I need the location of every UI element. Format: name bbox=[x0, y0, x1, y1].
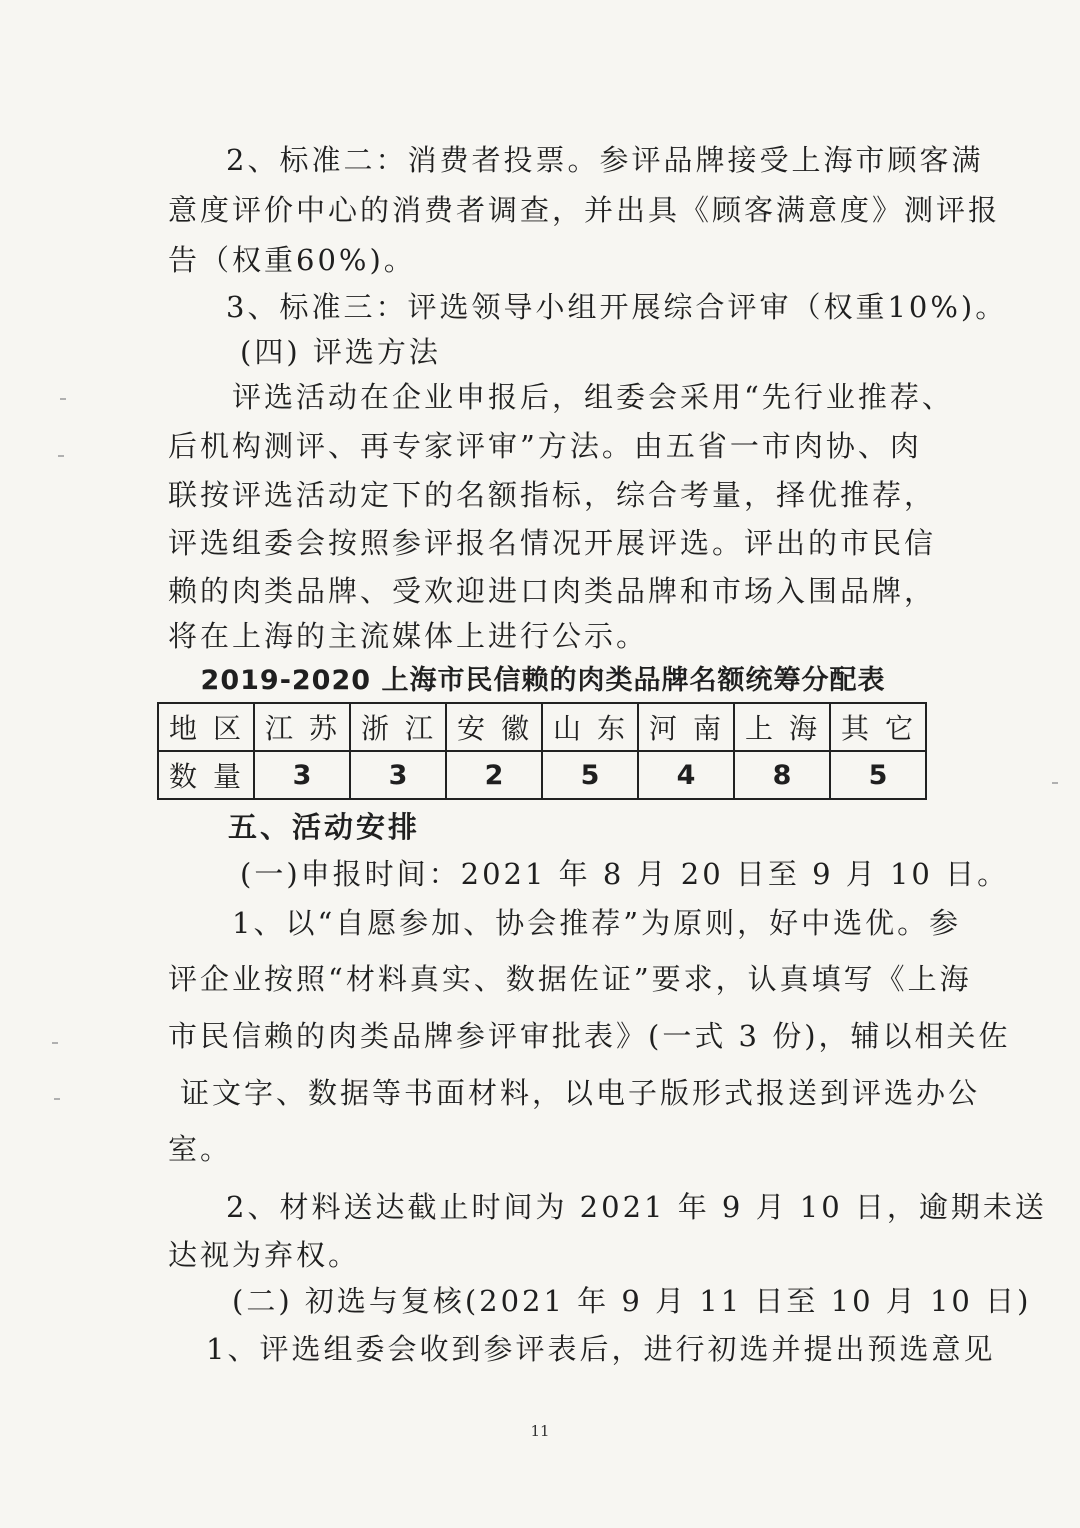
paragraph-line: 评选活动在企业申报后，组委会采用“先行业推荐、 bbox=[232, 380, 954, 414]
quota-table bbox=[157, 702, 927, 800]
page-number: 11 bbox=[530, 1422, 550, 1440]
paragraph-line: 告（权重60%)。 bbox=[168, 243, 416, 277]
count-cell: 5 bbox=[830, 751, 926, 799]
count-cell: 3 bbox=[350, 751, 446, 799]
table-header-label: 地区 bbox=[158, 703, 254, 751]
paragraph-line: 2、材料送达截止时间为 2021 年 9 月 10 日，逾期未送 bbox=[226, 1190, 1047, 1224]
paragraph-line: 将在上海的主流媒体上进行公示。 bbox=[168, 619, 649, 653]
region-cell: 安徽 bbox=[446, 703, 542, 751]
paragraph-line: 室。 bbox=[168, 1132, 233, 1166]
paragraph-line: (一)申报时间：2021 年 8 月 20 日至 9 月 10 日。 bbox=[240, 857, 1010, 891]
paragraph-line: 后机构测评、再专家评审”方法。由五省一市肉协、肉 bbox=[168, 429, 922, 463]
scan-speck bbox=[60, 398, 66, 400]
scan-speck bbox=[1052, 782, 1058, 784]
paragraph-line: 3、标准三：评选领导小组开展综合评审（权重10%)。 bbox=[226, 290, 1008, 324]
region-cell: 江苏 bbox=[254, 703, 350, 751]
count-cell: 8 bbox=[734, 751, 830, 799]
count-cell: 2 bbox=[446, 751, 542, 799]
paragraph-line: 2、标准二：消费者投票。参评品牌接受上海市顾客满 bbox=[226, 143, 984, 177]
scan-speck bbox=[58, 455, 64, 457]
scan-speck bbox=[52, 1042, 58, 1044]
region-cell: 浙江 bbox=[350, 703, 446, 751]
table-row-label: 数量 bbox=[158, 751, 254, 799]
table-row bbox=[158, 751, 926, 799]
region-cell: 上海 bbox=[734, 703, 830, 751]
table-title: 2019-2020 上海市民信赖的肉类品牌名额统筹分配表 bbox=[200, 665, 886, 696]
region-cell: 山东 bbox=[542, 703, 638, 751]
paragraph-line: 赖的肉类品牌、受欢迎进口肉类品牌和市场入围品牌， bbox=[168, 574, 937, 608]
count-cell: 3 bbox=[254, 751, 350, 799]
region-cell: 河南 bbox=[638, 703, 734, 751]
paragraph-line: 达视为弃权。 bbox=[168, 1238, 361, 1272]
section-heading: (二) 初选与复核(2021 年 9 月 11 日至 10 月 10 日) bbox=[232, 1284, 1032, 1318]
section-heading: 五、活动安排 bbox=[228, 810, 421, 844]
paragraph-line: 评企业按照“材料真实、数据佐证”要求，认真填写《上海 bbox=[168, 962, 972, 996]
paragraph-line: 1、以“自愿参加、协会推荐”为原则，好中选优。参 bbox=[232, 906, 962, 940]
section-heading: (四) 评选方法 bbox=[240, 335, 441, 369]
paragraph-line: 联按评选活动定下的名额指标，综合考量，择优推荐， bbox=[168, 478, 937, 512]
paragraph-line: 意度评价中心的消费者调查，并出具《顾客满意度》测评报 bbox=[168, 193, 1001, 227]
table-row bbox=[158, 703, 926, 751]
paragraph-line: 市民信赖的肉类品牌参评审批表》(一式 3 份)，辅以相关佐 bbox=[168, 1019, 1011, 1053]
scan-speck bbox=[54, 1098, 60, 1100]
paragraph-line: 评选组委会按照参评报名情况开展评选。评出的市民信 bbox=[168, 526, 937, 560]
count-cell: 5 bbox=[542, 751, 638, 799]
count-cell: 4 bbox=[638, 751, 734, 799]
paragraph-line: 1、评选组委会收到参评表后，进行初选并提出预选意见 bbox=[206, 1332, 996, 1366]
region-cell: 其它 bbox=[830, 703, 926, 751]
paragraph-line: 证文字、数据等书面材料，以电子版形式报送到评选办公 bbox=[180, 1076, 981, 1110]
